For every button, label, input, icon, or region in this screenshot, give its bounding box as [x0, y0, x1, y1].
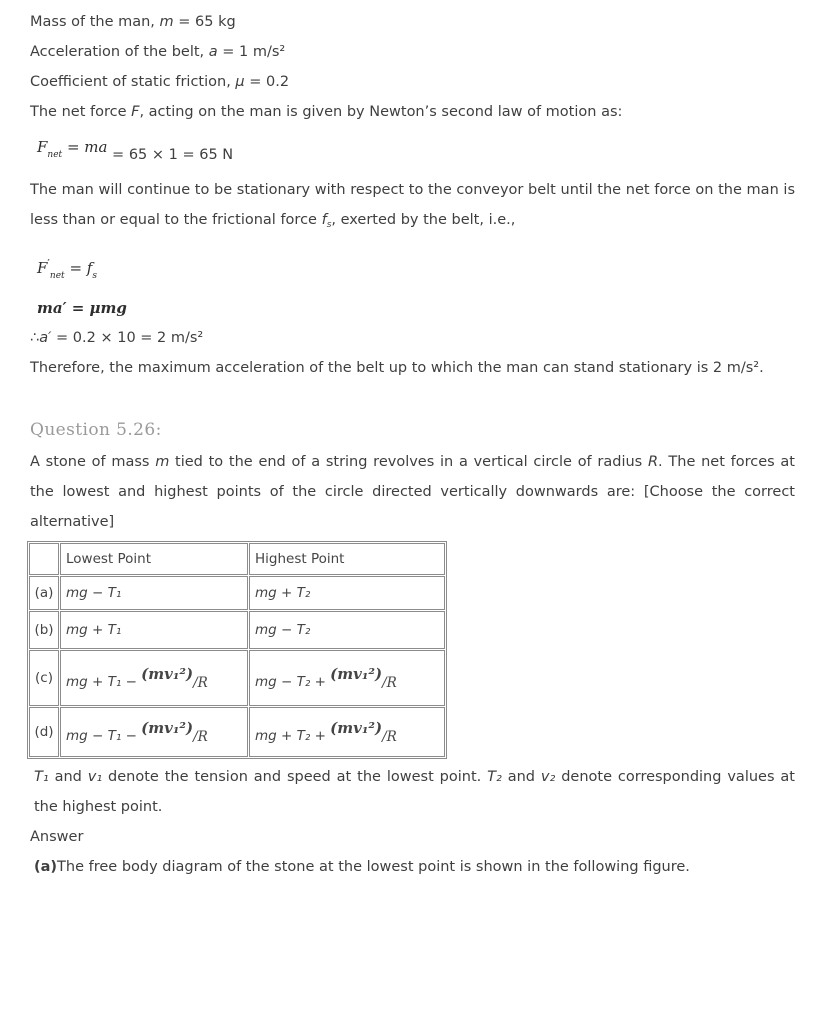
- text-run: mg + T₂ +: [255, 728, 331, 744]
- equation-fnet-fs: [30, 247, 795, 293]
- text-run: mg − T₁ −: [66, 728, 142, 744]
- text-run: /R: [193, 675, 208, 691]
- header-cell-lowest-point: Lowest Point: [60, 543, 248, 575]
- paragraph-answer-intro: [30, 852, 795, 882]
- text-run: mg + T₂: [255, 585, 311, 601]
- equation-ma-umg: [30, 293, 795, 323]
- text-run: The net force: [30, 104, 132, 120]
- options-table: [27, 541, 447, 759]
- text-run: = 0.2 × 10 = 2 m/s²: [51, 330, 204, 346]
- text-run: s: [326, 220, 332, 230]
- text-run: . The net forces at the lowest and highest points of the circle directed vertically downwards are: [Choose the correct alternative]: [30, 454, 795, 530]
- formula-cell-highest: [249, 576, 445, 610]
- table-row-option-d: [29, 707, 445, 757]
- text-run: net: [47, 150, 63, 160]
- text-run: = 0.2: [244, 74, 290, 90]
- text-run: = 65 × 1 = 65 N: [107, 147, 234, 163]
- text-run: F: [37, 259, 48, 277]
- text-run: , acting on the man is given by Newton’s second law of motion as:: [139, 104, 623, 120]
- option-label: (a): [29, 576, 59, 610]
- text-run: net: [49, 271, 65, 281]
- text-run: /R: [382, 675, 397, 691]
- header-cell-highest-point: Highest Point: [249, 543, 445, 575]
- formula-cell-lowest: [60, 611, 248, 649]
- text-run: /R: [382, 729, 397, 745]
- text-run: v₁: [87, 769, 103, 785]
- text-run: μ: [235, 74, 245, 90]
- paragraph-notation-explanation: [30, 762, 795, 822]
- text-run: mg + T₁ −: [66, 674, 142, 690]
- table-row-option-c: [29, 650, 445, 706]
- text-run: f: [86, 259, 93, 277]
- formula-cell-lowest: [60, 576, 248, 610]
- text-run: T₂: [487, 769, 502, 785]
- paragraph-conclusion: [30, 353, 795, 383]
- paragraph-stationary-condition: [30, 175, 795, 240]
- text-run: Mass of the man,: [30, 14, 160, 30]
- text-run: =: [64, 259, 87, 277]
- text-run: (mv₁²): [141, 665, 194, 683]
- paragraph-mass: [30, 7, 795, 37]
- option-label: (b): [29, 611, 59, 649]
- spacer: [30, 240, 795, 245]
- text-run: mg + T₁: [66, 622, 122, 638]
- text-run: ′: [47, 257, 50, 270]
- text-run: and: [48, 769, 88, 785]
- text-run: A stone of mass: [30, 454, 156, 470]
- formula-cell-highest: [249, 611, 445, 649]
- table-header-row: [29, 543, 445, 575]
- text-run: and: [501, 769, 541, 785]
- text-run: s: [92, 271, 97, 281]
- text-run: tied to the end of a string revolves in a vertical circle of radius: [169, 454, 648, 470]
- text-run: Therefore, the maximum acceleration of the belt up to which the man can stand stationary is 2 m/s².: [30, 360, 764, 376]
- text-run: , exerted by the belt, i.e.,: [331, 212, 516, 228]
- text-run: F: [37, 138, 48, 156]
- table-row-option-b: [29, 611, 445, 649]
- text-run: (mv₁²): [141, 719, 194, 737]
- text-run: (mv₁²): [330, 665, 383, 683]
- answer-label: [30, 822, 795, 852]
- text-run: The man will continue to be stationary with respect to the conveyor belt until the net force on the man is less than or equal to the frictional force: [30, 182, 795, 228]
- option-label: (d): [29, 707, 59, 757]
- text-run: denote the tension and speed at the lowest point.: [102, 769, 488, 785]
- option-label: (c): [29, 650, 59, 706]
- text-run: Answer: [30, 829, 84, 845]
- table-row-option-a: [29, 576, 445, 610]
- paragraph-net-force-intro: [30, 97, 795, 127]
- paragraph-result-acceleration: [30, 323, 795, 353]
- formula-cell-highest: [249, 707, 445, 757]
- text-run: f: [321, 212, 327, 228]
- text-run: mg − T₂ +: [255, 674, 331, 690]
- text-run: mg − T₂: [255, 622, 311, 638]
- paragraph-question-body: [30, 447, 795, 537]
- text-run: Acceleration of the belt,: [30, 44, 209, 60]
- equation-fnet-ma: [30, 127, 795, 175]
- text-run: ma′ = μmg: [37, 299, 127, 317]
- text-run: mg − T₁: [66, 585, 122, 601]
- text-run: (a): [34, 859, 58, 875]
- text-run: denote corresponding values at the highest point.: [34, 769, 795, 815]
- paragraph-acceleration: [30, 37, 795, 67]
- text-run: a: [208, 44, 218, 60]
- text-run: =: [62, 138, 85, 156]
- text-run: ∴: [30, 330, 40, 346]
- text-run: = 1 m/s²: [217, 44, 286, 60]
- text-run: T₁: [34, 769, 49, 785]
- text-run: ma: [84, 138, 108, 156]
- text-run: m: [159, 14, 174, 30]
- text-run: /R: [193, 729, 208, 745]
- formula-cell-lowest: [60, 650, 248, 706]
- formula-cell-lowest: [60, 707, 248, 757]
- formula-cell-highest: [249, 650, 445, 706]
- text-run: F: [131, 104, 140, 120]
- text-run: = 65 kg: [173, 14, 236, 30]
- text-run: a′: [39, 330, 52, 346]
- text-run: The free body diagram of the stone at the lowest point is shown in the following figure.: [57, 859, 690, 875]
- question-heading: Question 5.26:: [30, 420, 162, 440]
- text-run: R: [647, 454, 659, 470]
- text-run: m: [155, 454, 170, 470]
- text-run: (mv₁²): [330, 719, 383, 737]
- text-run: v₂: [540, 769, 556, 785]
- text-run: Coefficient of static friction,: [30, 74, 236, 90]
- header-cell-empty: [29, 543, 59, 575]
- paragraph-friction-coefficient: [30, 67, 795, 97]
